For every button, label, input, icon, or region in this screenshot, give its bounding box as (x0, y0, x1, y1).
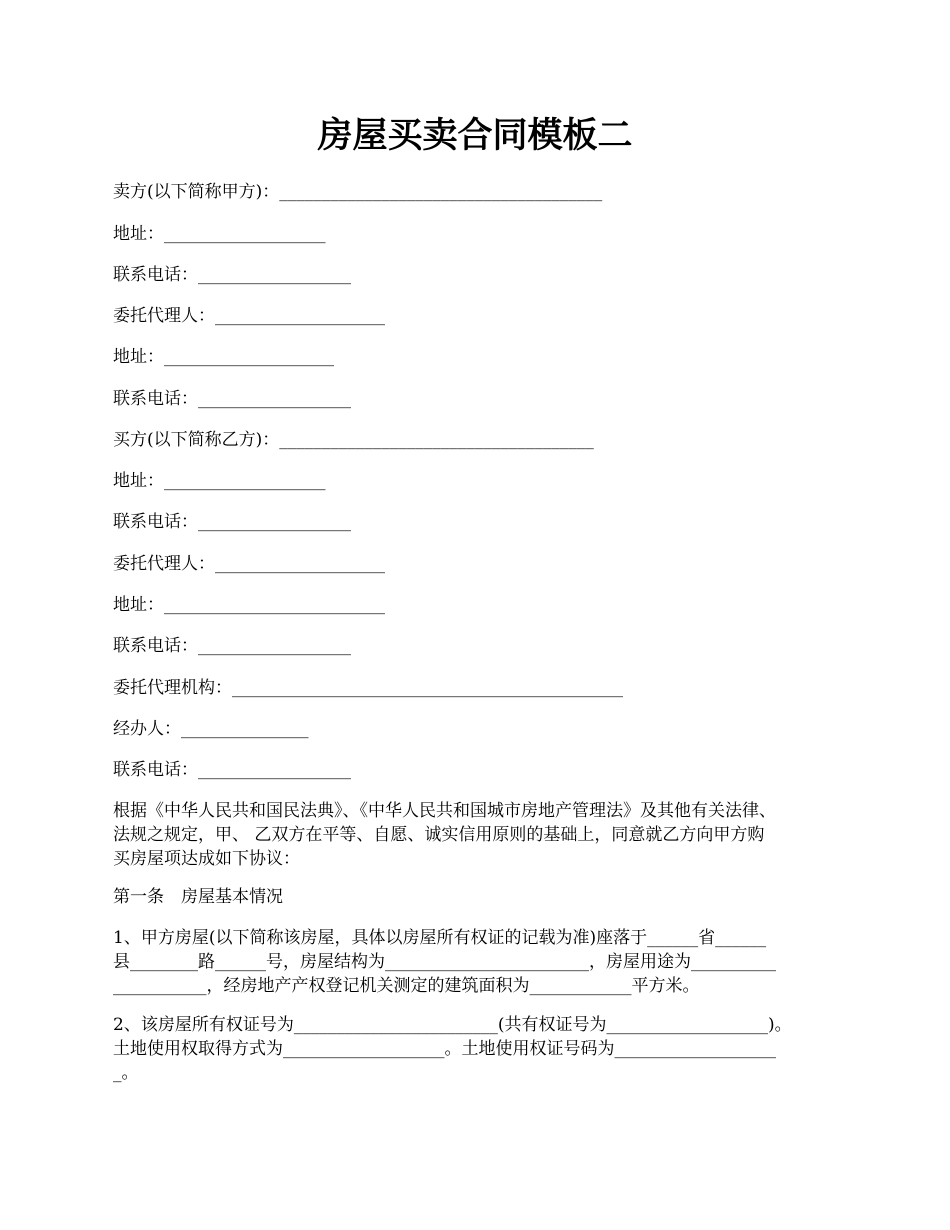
buyer-agent-phone-line: 联系电话：__________________ (113, 636, 351, 656)
clause-1-line: 1、甲方房屋(以下简称该房屋，具体以房屋所有权证的记载为准)座落于______省______ (113, 928, 767, 948)
clause-2-paragraph (113, 1013, 853, 1085)
buyer-agent-line: 委托代理人：____________________ (113, 554, 385, 574)
clause-2-line: _。 (113, 1063, 139, 1083)
seller-agent-address-line: 地址：____________________ (113, 347, 334, 367)
intro-line: 根据《中华人民共和国民法典》、《中华人民共和国城市房地产管理法》及其他有关法律、 (113, 801, 776, 821)
handler-phone-line: 联系电话：__________________ (113, 760, 351, 780)
buyer-agent-address-line: 地址：__________________________ (113, 595, 385, 615)
handler-line: 经办人：_______________ (113, 719, 309, 739)
seller-agent-line: 委托代理人：____________________ (113, 306, 385, 326)
clause-1-paragraph (113, 926, 853, 998)
buyer-phone-line: 联系电话：__________________ (113, 512, 351, 532)
seller-phone-line: 联系电话：__________________ (113, 265, 351, 285)
buyer-line: 买方(以下简称乙方)：_____________________________________ (113, 430, 594, 450)
seller-agent-phone-line: 联系电话：__________________ (113, 389, 351, 409)
intro-paragraph (113, 799, 853, 871)
clause-1-line: 县________路______号，房屋结构为________________________，房屋用途为__________ (113, 952, 776, 972)
clause-2-line: 土地使用权取得方式为___________________。土地使用权证号码为___________________ (113, 1039, 776, 1059)
seller-address-line: 地址：___________________ (113, 224, 326, 244)
page-title: 房屋买卖合同模板二 (317, 115, 633, 156)
intro-line: 法规之规定，甲、 乙双方在平等、自愿、诚实信用原则的基础上，同意就乙方向甲方购 (113, 825, 765, 845)
intro-line: 买房屋项达成如下协议： (113, 849, 300, 869)
clause-1-line: ___________，经房地产产权登记机关测定的建筑面积为____________平方米。 (113, 976, 700, 996)
article-heading: 第一条 房屋基本情况 (113, 887, 283, 907)
seller-line: 卖方(以下简称甲方)：______________________________________ (113, 182, 603, 202)
agency-line: 委托代理机构：______________________________________________ (113, 678, 623, 698)
clause-2-line: 2、该房屋所有权证号为________________________(共有权证号为___________________)。 (113, 1015, 792, 1035)
buyer-address-line: 地址：___________________ (113, 471, 326, 491)
